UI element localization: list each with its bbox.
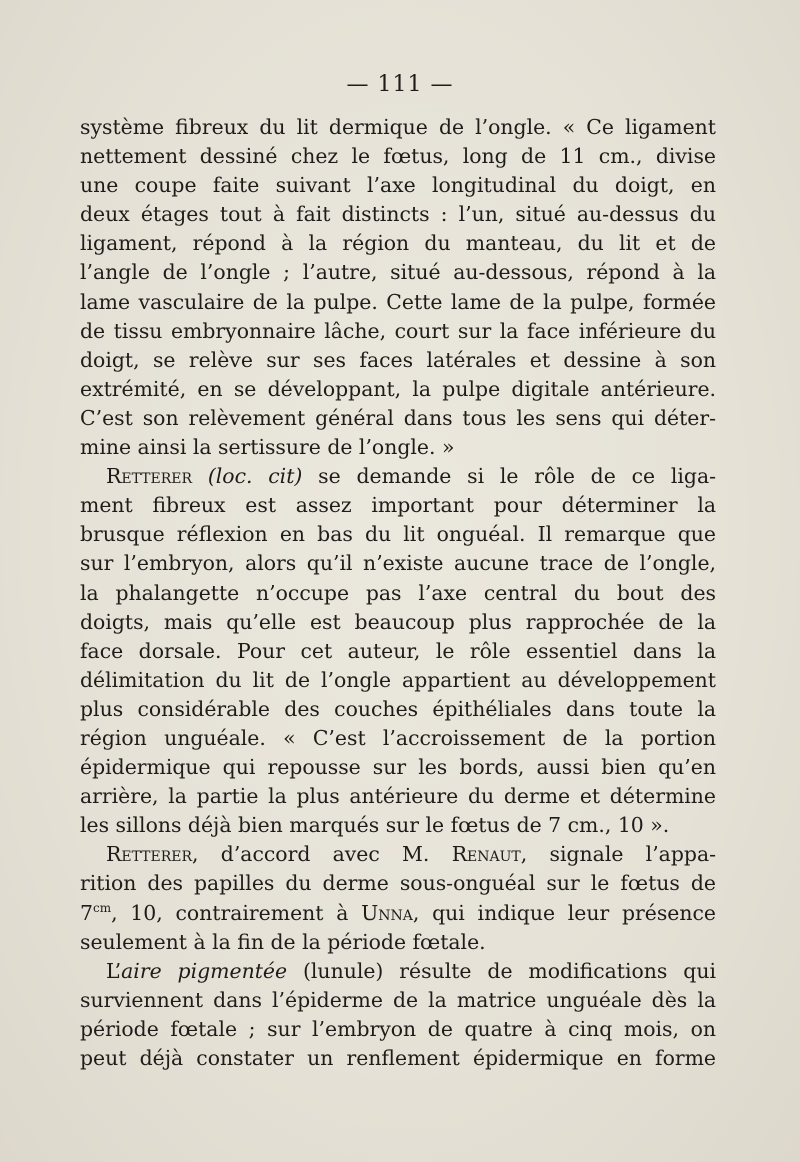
text-line [80, 957, 716, 986]
text-line: deux étages tout à fait distincts : l’un, situé au-dessus du [80, 202, 716, 227]
author-name: Retterer [106, 464, 193, 489]
citation: (loc. cit) [192, 464, 303, 489]
body-text [80, 113, 716, 1073]
text-line: de tissu embryonnaire lâche, court sur la face inférieure du [80, 318, 716, 343]
text-line: plus considérable des couches épithéliales dans toute la [80, 696, 716, 721]
text-line: face dorsale. Pour cet auteur, le rôle essentiel dans la [80, 638, 716, 663]
text-line: la phalangette n’occupe pas l’axe central du bout des [80, 580, 716, 605]
text-line: système fibreux du lit dermique de l’ongle. « Ce ligament [80, 115, 716, 139]
text-line: délimitation du lit de l’ongle appartient au développement [80, 667, 716, 692]
text-line: ligament, répond à la région du manteau, du lit et de [80, 231, 716, 256]
text-line: nettement dessiné chez le fœtus, long de 11 cm., divise [80, 144, 716, 169]
text-line: période fœtale ; sur l’embryon de quatre à cinq mois, on [80, 1016, 716, 1041]
paragraph [80, 462, 716, 840]
text-line [80, 462, 716, 491]
text-run: se demande si le rôle de ce liga- [302, 464, 716, 489]
text-line: l’angle de l’ongle ; l’autre, situé au-dessous, répond à la [80, 260, 716, 285]
text-line: doigt, se relève sur ses faces latérales et dessine à son [80, 347, 716, 372]
italic-term: aire pigmentée [121, 958, 288, 983]
text-run: , 10, contrairement à [111, 900, 362, 925]
text-line: région unguéale. « C’est l’accroissement de la portion [80, 725, 716, 750]
text-line: sur l’embryon, alors qu’il n’existe aucune trace de l’ongle, [80, 551, 716, 576]
paragraph [80, 840, 716, 956]
text-line [80, 840, 716, 869]
text-run: (lunule) résulte de modifications qui [287, 958, 717, 983]
author-name: Unna [361, 900, 413, 925]
paragraph [80, 957, 716, 1073]
text-run: , qui indique leur présence [412, 900, 716, 925]
text-line: lame vasculaire de la pulpe. Cette lame de la pulpe, formée [80, 289, 716, 314]
text-line: brusque réflexion en bas du lit onguéal. Il remarque que [80, 522, 716, 547]
text-line: extrémité, en se développant, la pulpe digitale antérieure. [80, 376, 716, 401]
text-line: les sillons déjà bien marqués sur le fœtus de 7 cm., 10 ». [80, 813, 670, 838]
text-line: surviennent dans l’épiderme de la matrice unguéale dès la [80, 987, 716, 1012]
page-number: — 111 — [346, 72, 454, 97]
author-name: Renaut [451, 842, 521, 867]
text-run: L’ [106, 958, 122, 983]
text-line: seulement à la fin de la période fœtale. [80, 929, 486, 954]
text-line [80, 899, 716, 928]
text-line: une coupe faite suivant l’axe longitudinal du doigt, en [80, 173, 716, 198]
paragraph [80, 113, 716, 462]
text-line: arrière, la partie la plus antérieure du derme et détermine [80, 784, 716, 809]
text-run: , signale l’appa- [520, 842, 716, 867]
superscript: cm [92, 900, 112, 915]
text-run: , d’accord avec M. [192, 842, 452, 867]
author-name: Retterer [106, 842, 193, 867]
text-line: épidermique qui repousse sur les bords, aussi bien qu’en [80, 755, 716, 780]
text-line: peut déjà constater un renflement épidermique en forme [80, 1046, 716, 1070]
text-line: C’est son relèvement général dans tous les sens qui déter- [80, 405, 716, 430]
text-line: rition des papilles du derme sous-onguéal sur le fœtus de [80, 871, 716, 896]
text-run: 7 [80, 900, 93, 925]
text-line: mine ainsi la sertissure de l’ongle. » [80, 435, 455, 460]
text-line: doigts, mais qu’elle est beaucoup plus rapprochée de la [80, 609, 716, 634]
text-line: ment fibreux est assez important pour déterminer la [80, 493, 716, 518]
